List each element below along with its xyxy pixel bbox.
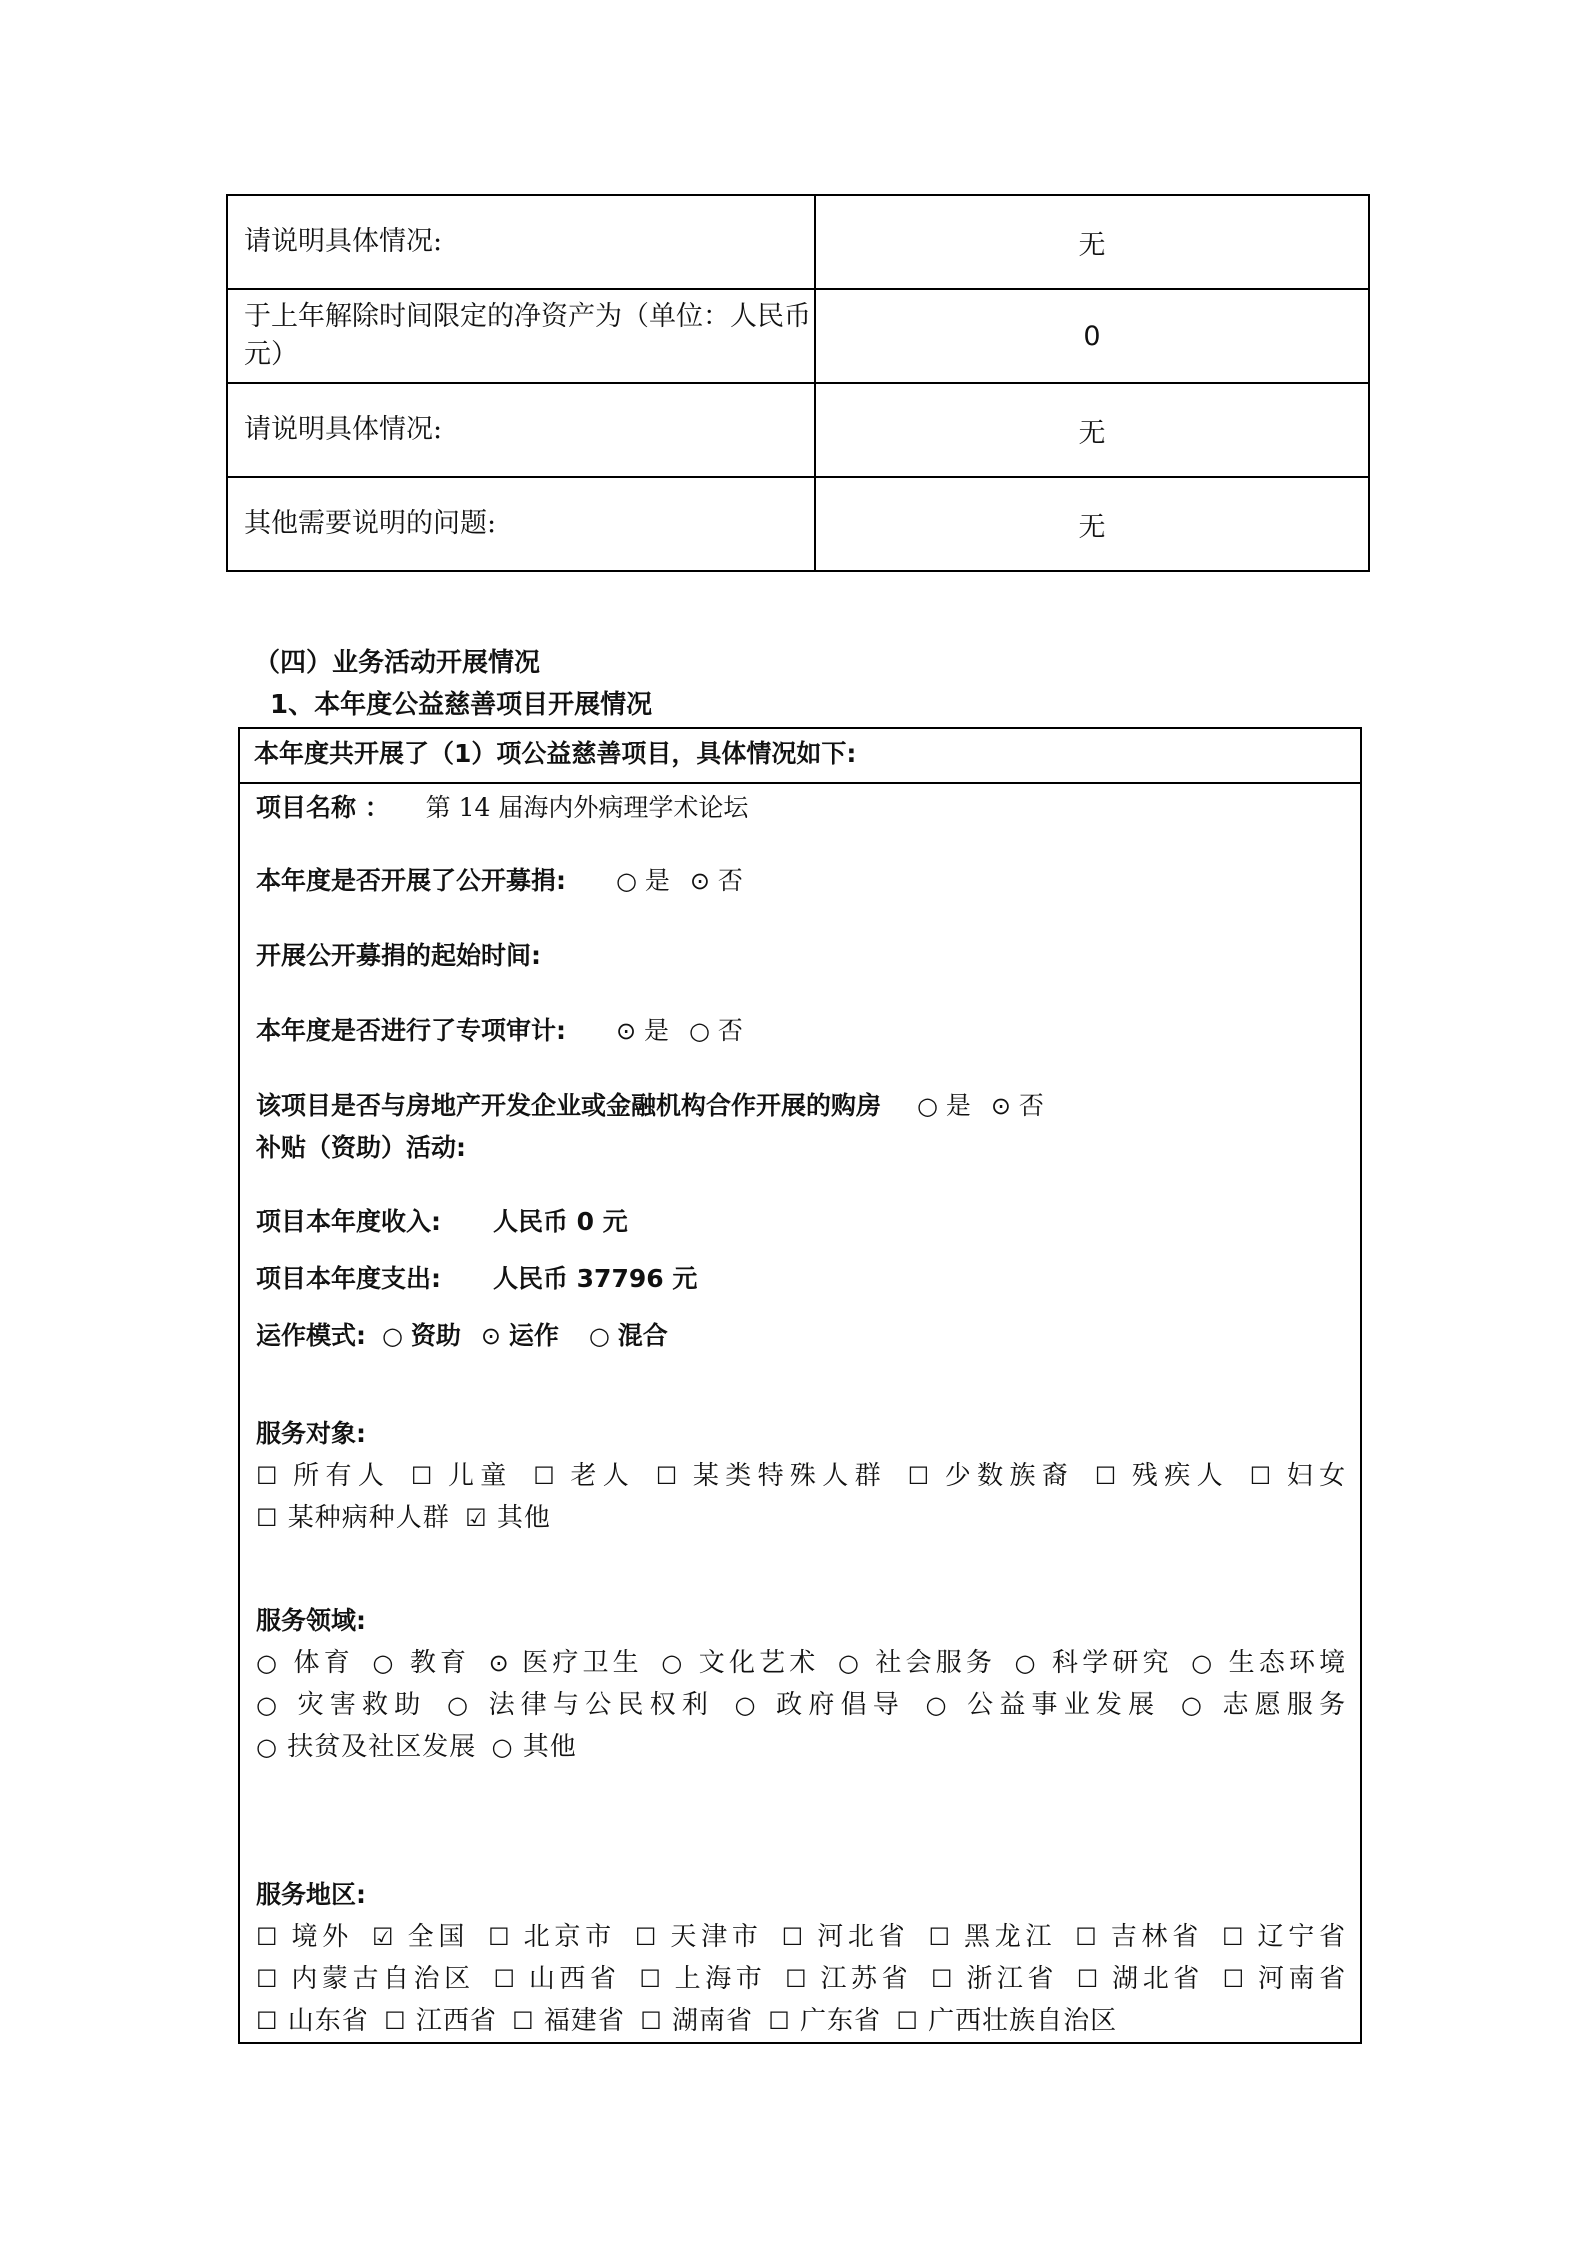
public-fundraising-label: 本年度是否开展了公开募捐: — [256, 866, 566, 895]
checkbox-unchecked-icon[interactable]: ☐ — [785, 1965, 808, 1993]
checkbox-unchecked-icon[interactable]: ☐ — [512, 2007, 535, 2035]
checkbox-unchecked-icon[interactable]: ☐ — [256, 1504, 279, 1532]
income-label: 项目本年度收入: — [256, 1207, 441, 1236]
mode-option: 混合 — [617, 1321, 668, 1350]
region-option: 山西省 — [528, 1964, 621, 1994]
checkbox-unchecked-icon[interactable]: ☐ — [655, 1462, 679, 1490]
region-option: 山东省 — [287, 2006, 369, 2036]
special-audit-label: 本年度是否进行了专项审计: — [256, 1016, 566, 1045]
radio-checked-icon[interactable]: ⊙ — [480, 1322, 501, 1350]
region-option: 河南省 — [1257, 1964, 1347, 1994]
target-option: 某类特殊人群 — [692, 1461, 887, 1491]
checkbox-unchecked-icon[interactable]: ☐ — [256, 1923, 279, 1951]
radio-unchecked-icon[interactable]: ○ — [256, 1733, 278, 1761]
row-label: 请说明具体情况: — [227, 195, 815, 289]
checkbox-unchecked-icon[interactable]: ☐ — [896, 2007, 919, 2035]
regions-heading — [256, 1876, 366, 1914]
row-value: 无 — [815, 383, 1369, 477]
table-row — [227, 477, 1369, 571]
no-label: 否 — [717, 1016, 743, 1045]
public-fundraising-row — [256, 862, 743, 900]
fundraising-start-row — [256, 937, 541, 975]
checkbox-checked-icon[interactable]: ☑ — [372, 1923, 395, 1951]
radio-checked-icon[interactable]: ⊙ — [689, 867, 710, 895]
expense-label: 项目本年度支出: — [256, 1264, 441, 1293]
radio-unchecked-icon[interactable]: ○ — [381, 1322, 403, 1350]
target-option: 老人 — [570, 1461, 636, 1491]
project-box — [238, 727, 1362, 2044]
checkbox-unchecked-icon[interactable]: ☐ — [634, 1923, 658, 1951]
checkbox-unchecked-icon[interactable]: ☐ — [639, 1965, 662, 1993]
table-row — [227, 289, 1369, 383]
region-option: 辽宁省 — [1257, 1922, 1347, 1952]
checkbox-unchecked-icon[interactable]: ☐ — [781, 1923, 805, 1951]
region-option: 吉林省 — [1110, 1922, 1203, 1952]
field-option: 教育 — [409, 1648, 471, 1678]
field-option: 公益事业发展 — [967, 1690, 1161, 1720]
special-audit-row — [256, 1012, 743, 1050]
region-option: 福建省 — [543, 2006, 625, 2036]
fields-label: 服务领域: — [256, 1606, 366, 1635]
targets-options — [256, 1455, 1352, 1539]
target-option: 所有人 — [293, 1461, 391, 1491]
field-option: 科学研究 — [1052, 1648, 1173, 1678]
checkbox-unchecked-icon[interactable]: ☐ — [1222, 1965, 1246, 1993]
checkbox-unchecked-icon[interactable]: ☐ — [928, 1923, 951, 1951]
field-option: 体育 — [293, 1648, 354, 1678]
target-option: 妇女 — [1286, 1461, 1347, 1491]
checkbox-unchecked-icon[interactable]: ☐ — [493, 1965, 516, 1993]
radio-unchecked-icon[interactable]: ○ — [1014, 1649, 1040, 1677]
region-option: 黑龙江 — [963, 1922, 1057, 1952]
radio-unchecked-icon[interactable]: ○ — [1191, 1649, 1217, 1677]
field-option: 生态环境 — [1228, 1648, 1347, 1678]
no-label: 否 — [717, 866, 743, 895]
row-label: 其他需要说明的问题: — [227, 477, 815, 571]
region-option: 全国 — [407, 1922, 470, 1952]
field-option: 其他 — [522, 1732, 577, 1762]
radio-unchecked-icon[interactable]: ○ — [256, 1649, 282, 1677]
radio-unchecked-icon[interactable]: ○ — [688, 1017, 710, 1045]
checkbox-unchecked-icon[interactable]: ☐ — [488, 1923, 511, 1951]
checkbox-unchecked-icon[interactable]: ☐ — [768, 2007, 791, 2035]
field-option: 灾害救助 — [297, 1690, 427, 1720]
table-row — [227, 383, 1369, 477]
regions-options — [256, 1916, 1352, 2042]
radio-unchecked-icon[interactable]: ○ — [661, 1649, 687, 1677]
no-label: 否 — [1018, 1091, 1044, 1120]
checkbox-unchecked-icon[interactable]: ☐ — [1249, 1462, 1273, 1490]
radio-unchecked-icon[interactable]: ○ — [615, 867, 637, 895]
checkbox-unchecked-icon[interactable]: ☐ — [384, 2007, 407, 2035]
radio-checked-icon[interactable]: ⊙ — [615, 1017, 637, 1045]
project-name-label: 项目名称 ： — [256, 793, 390, 822]
region-option: 上海市 — [674, 1964, 767, 1994]
targets-heading — [256, 1415, 366, 1453]
income-value: 人民币 0 元 — [492, 1207, 628, 1236]
project-name-row — [256, 789, 748, 827]
radio-unchecked-icon[interactable]: ○ — [588, 1322, 610, 1350]
expense-row — [256, 1260, 697, 1298]
mode-row — [256, 1317, 668, 1355]
checkbox-unchecked-icon[interactable]: ☐ — [256, 1965, 279, 1993]
region-option: 河北省 — [817, 1922, 910, 1952]
target-option: 残疾人 — [1131, 1461, 1229, 1491]
radio-checked-icon[interactable]: ⊙ — [488, 1649, 510, 1677]
checkbox-unchecked-icon[interactable]: ☐ — [1094, 1462, 1118, 1490]
radio-unchecked-icon[interactable]: ○ — [491, 1733, 514, 1761]
region-option: 广东省 — [800, 2006, 882, 2036]
radio-unchecked-icon[interactable]: ○ — [1180, 1691, 1208, 1719]
region-option: 北京市 — [523, 1922, 616, 1952]
yes-label: 是 — [644, 1016, 670, 1045]
checkbox-unchecked-icon[interactable]: ☐ — [256, 2007, 279, 2035]
checkbox-unchecked-icon[interactable]: ☐ — [640, 2007, 663, 2035]
income-row — [256, 1203, 628, 1241]
mode-option: 资助 — [410, 1321, 461, 1350]
region-option: 湖北省 — [1112, 1964, 1204, 1994]
section-title: （四）业务活动开展情况 — [254, 648, 541, 678]
target-option: 儿童 — [447, 1461, 513, 1491]
table-row — [227, 195, 1369, 289]
yes-label: 是 — [644, 866, 670, 895]
net-assets-table — [226, 194, 1370, 572]
checkbox-unchecked-icon[interactable]: ☐ — [907, 1462, 931, 1490]
targets-label: 服务对象: — [256, 1419, 366, 1448]
row-value: 无 — [815, 195, 1369, 289]
checkbox-checked-icon[interactable]: ☑ — [465, 1504, 488, 1532]
row-label: 请说明具体情况: — [227, 383, 815, 477]
mode-label: 运作模式: — [256, 1321, 366, 1350]
project-header: 本年度共开展了（1）项公益慈善项目，具体情况如下: — [240, 729, 1360, 784]
field-option: 扶贫及社区发展 — [287, 1732, 477, 1762]
fields-options — [256, 1642, 1352, 1768]
field-option: 法律与公民权利 — [488, 1690, 715, 1720]
checkbox-unchecked-icon[interactable]: ☐ — [1075, 1923, 1098, 1951]
radio-unchecked-icon[interactable]: ○ — [372, 1649, 398, 1677]
row-value: 无 — [815, 477, 1369, 571]
section-subtitle: 1、本年度公益慈善项目开展情况 — [270, 690, 653, 720]
field-option: 政府倡导 — [776, 1690, 905, 1720]
fundraising-start-label: 开展公开募捐的起始时间: — [256, 941, 541, 970]
radio-unchecked-icon[interactable]: ○ — [916, 1092, 938, 1120]
radio-unchecked-icon[interactable]: ○ — [734, 1691, 762, 1719]
region-option: 浙江省 — [966, 1964, 1058, 1994]
expense-value: 人民币 37796 元 — [492, 1264, 698, 1293]
housing-label-line2: 补贴（资助）活动: — [256, 1133, 466, 1162]
mode-option: 运作 — [508, 1321, 559, 1350]
region-option: 江苏省 — [820, 1964, 913, 1994]
region-option: 广西壮族自治区 — [928, 2006, 1118, 2036]
radio-unchecked-icon[interactable]: ○ — [837, 1649, 863, 1677]
radio-checked-icon[interactable]: ⊙ — [990, 1092, 1011, 1120]
field-option: 医疗卫生 — [522, 1648, 643, 1678]
region-option: 江西省 — [415, 2006, 497, 2036]
target-option: 其他 — [496, 1503, 551, 1533]
region-option: 内蒙古自治区 — [291, 1964, 475, 1994]
housing-subsidy-row — [256, 1087, 1044, 1125]
housing-label-line1: 该项目是否与房地产开发企业或金融机构合作开展的购房 — [256, 1091, 882, 1120]
field-option: 文化艺术 — [698, 1648, 820, 1678]
checkbox-unchecked-icon[interactable]: ☐ — [930, 1965, 954, 1993]
field-option: 志愿服务 — [1222, 1690, 1347, 1720]
region-option: 境外 — [291, 1922, 354, 1952]
target-option: 少数族裔 — [944, 1461, 1075, 1491]
housing-subsidy-row-2 — [256, 1129, 466, 1167]
radio-unchecked-icon[interactable]: ○ — [925, 1691, 953, 1719]
region-option: 天津市 — [670, 1922, 763, 1952]
checkbox-unchecked-icon[interactable]: ☐ — [1076, 1965, 1100, 1993]
radio-unchecked-icon[interactable]: ○ — [256, 1691, 284, 1719]
row-value: 0 — [815, 289, 1369, 383]
target-option: 某种病种人群 — [287, 1503, 450, 1533]
checkbox-unchecked-icon[interactable]: ☐ — [256, 1462, 279, 1490]
regions-label: 服务地区: — [256, 1880, 366, 1909]
yes-label: 是 — [945, 1091, 971, 1120]
region-option: 湖南省 — [671, 2006, 753, 2036]
checkbox-unchecked-icon[interactable]: ☐ — [1222, 1923, 1245, 1951]
field-option: 社会服务 — [875, 1648, 997, 1678]
project-name-value: 第 14 届海内外病理学术论坛 — [425, 793, 749, 822]
checkbox-unchecked-icon[interactable]: ☐ — [533, 1462, 556, 1490]
row-label: 于上年解除时间限定的净资产为（单位：人民币元） — [227, 289, 815, 383]
fields-heading — [256, 1602, 366, 1640]
checkbox-unchecked-icon[interactable]: ☐ — [410, 1462, 434, 1490]
radio-unchecked-icon[interactable]: ○ — [446, 1691, 475, 1719]
